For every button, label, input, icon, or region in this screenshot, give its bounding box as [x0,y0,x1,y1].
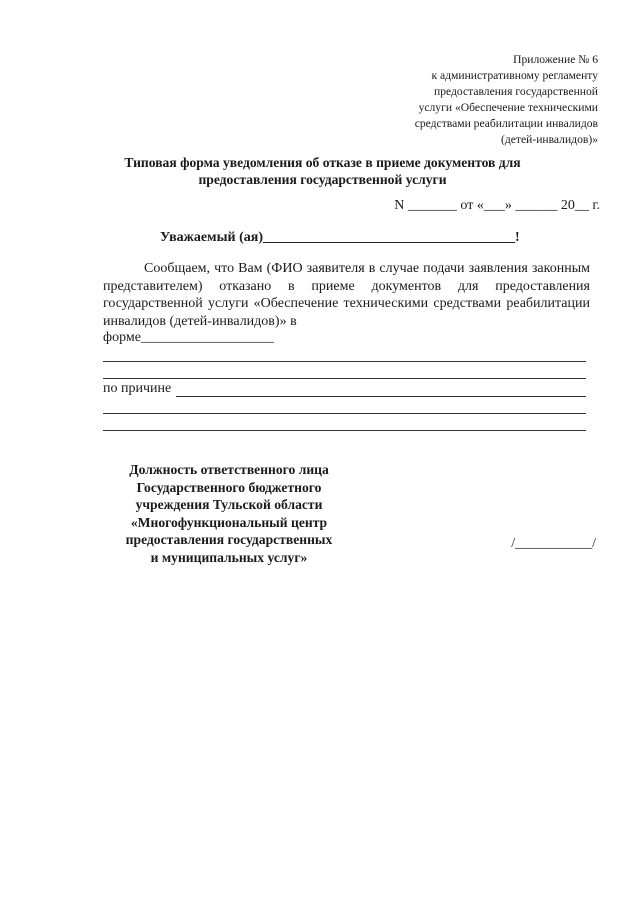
greeting: Уважаемый (ая)____________________________________! [160,230,520,245]
appendix-line: предоставления государственной [434,85,598,98]
blank-fill-line [103,430,586,431]
signatory-line: предоставления государственных [125,532,333,547]
appendix-header [348,52,598,148]
blank-fill-line [103,378,586,379]
signatory-line: Должность ответственного лица [129,462,329,477]
title-line-1: Типовая форма уведомления об отказе в приеме документов для [124,155,521,170]
blank-fill-line [103,361,586,362]
signatory-line: «Многофункциональный центр [130,514,328,530]
reason-fill-line [176,396,586,397]
signatory-position [100,461,358,566]
form-label: форме___________________ [103,330,274,345]
body-paragraph: Сообщаем, что Вам (ФИО заявителя в случае подачи заявления законным представителем) отказано в приеме документов для предоставления государственной услуги «Обеспечение техническими средствами реабилитации инвалидов (детей-инвалидов)» в [103,261,590,329]
title-line-2: предоставления государственной услуги [198,172,447,187]
reason-label: по причине [103,381,172,396]
appendix-line: средствами реабилитации инвалидов [414,117,598,130]
appendix-line: (детей-инвалидов)» [501,133,598,146]
signatory-line: учреждения Тульской области [135,497,323,512]
appendix-line: услуги «Обеспечение техническими [418,101,598,114]
signatory-line: Государственного бюджетного [136,479,322,495]
document-number-date: N _______ от «___» ______ 20__ г. [394,198,600,213]
appendix-line: Приложение № 6 [513,53,598,66]
signatory-line: и муниципальных услуг» [150,549,308,565]
blank-fill-line [103,413,586,414]
appendix-line: к административному регламенту [431,69,598,82]
signature-field: /___________/ [511,536,596,551]
document-title [100,154,545,188]
